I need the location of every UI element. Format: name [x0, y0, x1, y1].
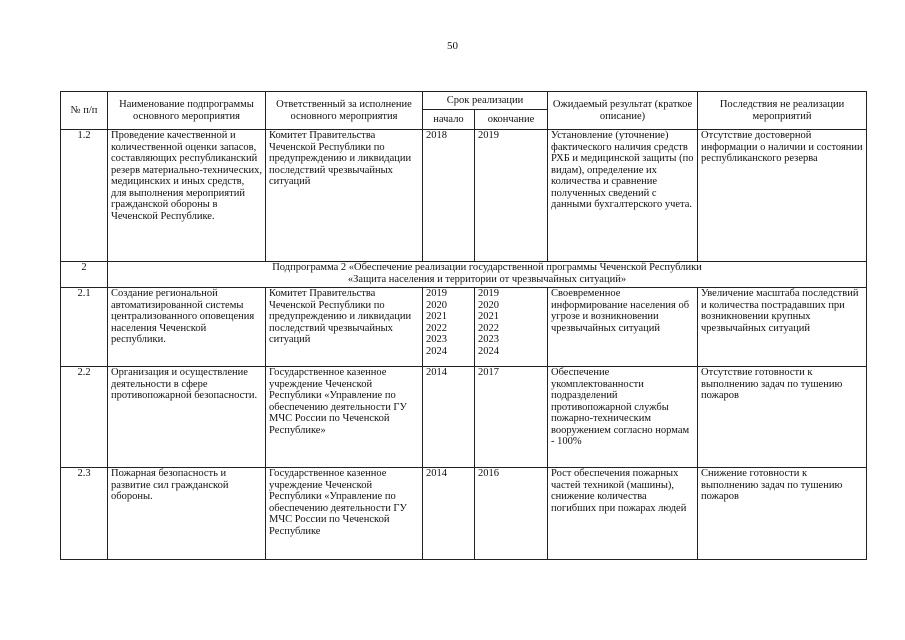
expected-result: Установление (уточнение) фактического наличия средств РХБ и медицинской защиты (по видам), определение их количества и сравнение полученных сведений с данными бухгалтерского учета. — [548, 130, 698, 262]
start-year: 2021 — [426, 311, 447, 322]
end-year: 2022 — [478, 322, 499, 334]
header-responsible: Ответственный за исполнение основного мероприятия — [266, 92, 423, 130]
start-year: 2023 — [426, 334, 447, 345]
end-year: 2019 — [475, 130, 548, 262]
measure-name: Организация и осуществление деятельности в сфере противопожарной безопасности. — [108, 367, 266, 468]
row-number: 1.2 — [61, 130, 108, 262]
page-number: 50 — [447, 40, 458, 52]
row-number: 2.3 — [61, 468, 108, 560]
end-year: 2024 — [478, 345, 499, 357]
consequences-cell: Увеличение масштаба последствий и количества пострадавших при возникновении крупных чрезвычайных ситуаций — [698, 288, 867, 367]
start-year: 2024 — [426, 345, 447, 357]
end-year: 2021 — [478, 311, 499, 322]
end-year: 2016 — [475, 468, 548, 560]
responsible-cell: Комитет Правительства Чеченской Республики по предупреждению и ликвидации последствий чрезвычайных ситуаций — [266, 288, 423, 367]
responsible-cell: Государственное казенное учреждение Чеченской Республики «Управление по обеспечению деятельности ГУ МЧС России по Чеченской Республике — [266, 468, 423, 560]
start-year: 2019 — [426, 288, 447, 299]
start-year: 2018 — [423, 130, 475, 262]
end-year: 2017 — [475, 367, 548, 468]
end-year: 2023 — [478, 334, 499, 345]
responsible-cell: Государственное казенное учреждение Чеченской Республики «Управление по обеспечению деятельности ГУ МЧС России по Чеченской Республике» — [266, 367, 423, 468]
responsible-cell: Комитет Правительства Чеченской Республики по предупреждению и ликвидации последствий чрезвычайных ситуаций — [266, 130, 423, 262]
end-years — [475, 288, 548, 367]
subprogram-title-line: «Защита населения и территории от чрезвычайных ситуаций» — [347, 273, 627, 285]
header-end: окончание — [475, 110, 548, 130]
start-year: 2022 — [426, 322, 447, 334]
header-consequences: Последствия не реализации мероприятий — [698, 92, 867, 130]
expected-result: Рост обеспечения пожарных частей техникой (машины), снижение количества погибших при пожарах людей — [548, 468, 698, 560]
measure-name: Проведение качественной и количественной оценки запасов, составляющих республиканский резерв материально-технических, медицинских и иных средств, для выполнения мероприятий гражданской обороны в Чеченской Республике. — [108, 130, 266, 262]
subprogram-row — [61, 262, 867, 288]
expected-result: Своевременное информирование населения об угрозе и возникновении чрезвычайных ситуаций — [548, 288, 698, 367]
header-start: начало — [423, 110, 475, 130]
consequences-cell: Отсутствие готовности к выполнению задач по тушению пожаров — [698, 367, 867, 468]
row-number: 2.2 — [61, 367, 108, 468]
header-name: Наименование подпрограммы основного мероприятия — [108, 92, 266, 130]
subprogram-title-line: Подпрограмма 2 «Обеспечение реализации государственной программы Чеченской Республики — [272, 262, 702, 273]
header-row — [61, 92, 867, 110]
measure-name: Создание региональной автоматизированной системы централизованного оповещения населения Чеченской республики. — [108, 288, 266, 367]
start-year: 2014 — [423, 468, 475, 560]
consequences-cell: Отсутствие достоверной информации о наличии и состоянии республиканского резерва — [698, 130, 867, 262]
measure-name: Пожарная безопасность и развитие сил гражданской обороны. — [108, 468, 266, 560]
start-year: 2014 — [423, 367, 475, 468]
table-row — [61, 288, 867, 367]
row-number: 2 — [61, 262, 108, 288]
end-year: 2020 — [478, 299, 499, 311]
header-result: Ожидаемый результат (краткое описание) — [548, 92, 698, 130]
consequences-cell: Снижение готовности к выполнению задач по тушению пожаров — [698, 468, 867, 560]
header-num: № п/п — [61, 92, 108, 130]
start-years — [423, 288, 475, 367]
table-row — [61, 130, 867, 262]
header-term: Срок реализации — [423, 92, 548, 110]
row-number: 2.1 — [61, 288, 108, 367]
start-year: 2020 — [426, 299, 447, 311]
subprogram-title — [108, 262, 867, 288]
table-row — [61, 468, 867, 560]
expected-result: Обеспечение укомплектованности подразделений противопожарной службы пожарно-техническим вооружением согласно нормам - 100% — [548, 367, 698, 468]
measures-table — [60, 91, 867, 560]
end-year: 2019 — [478, 288, 499, 299]
table-row — [61, 367, 867, 468]
